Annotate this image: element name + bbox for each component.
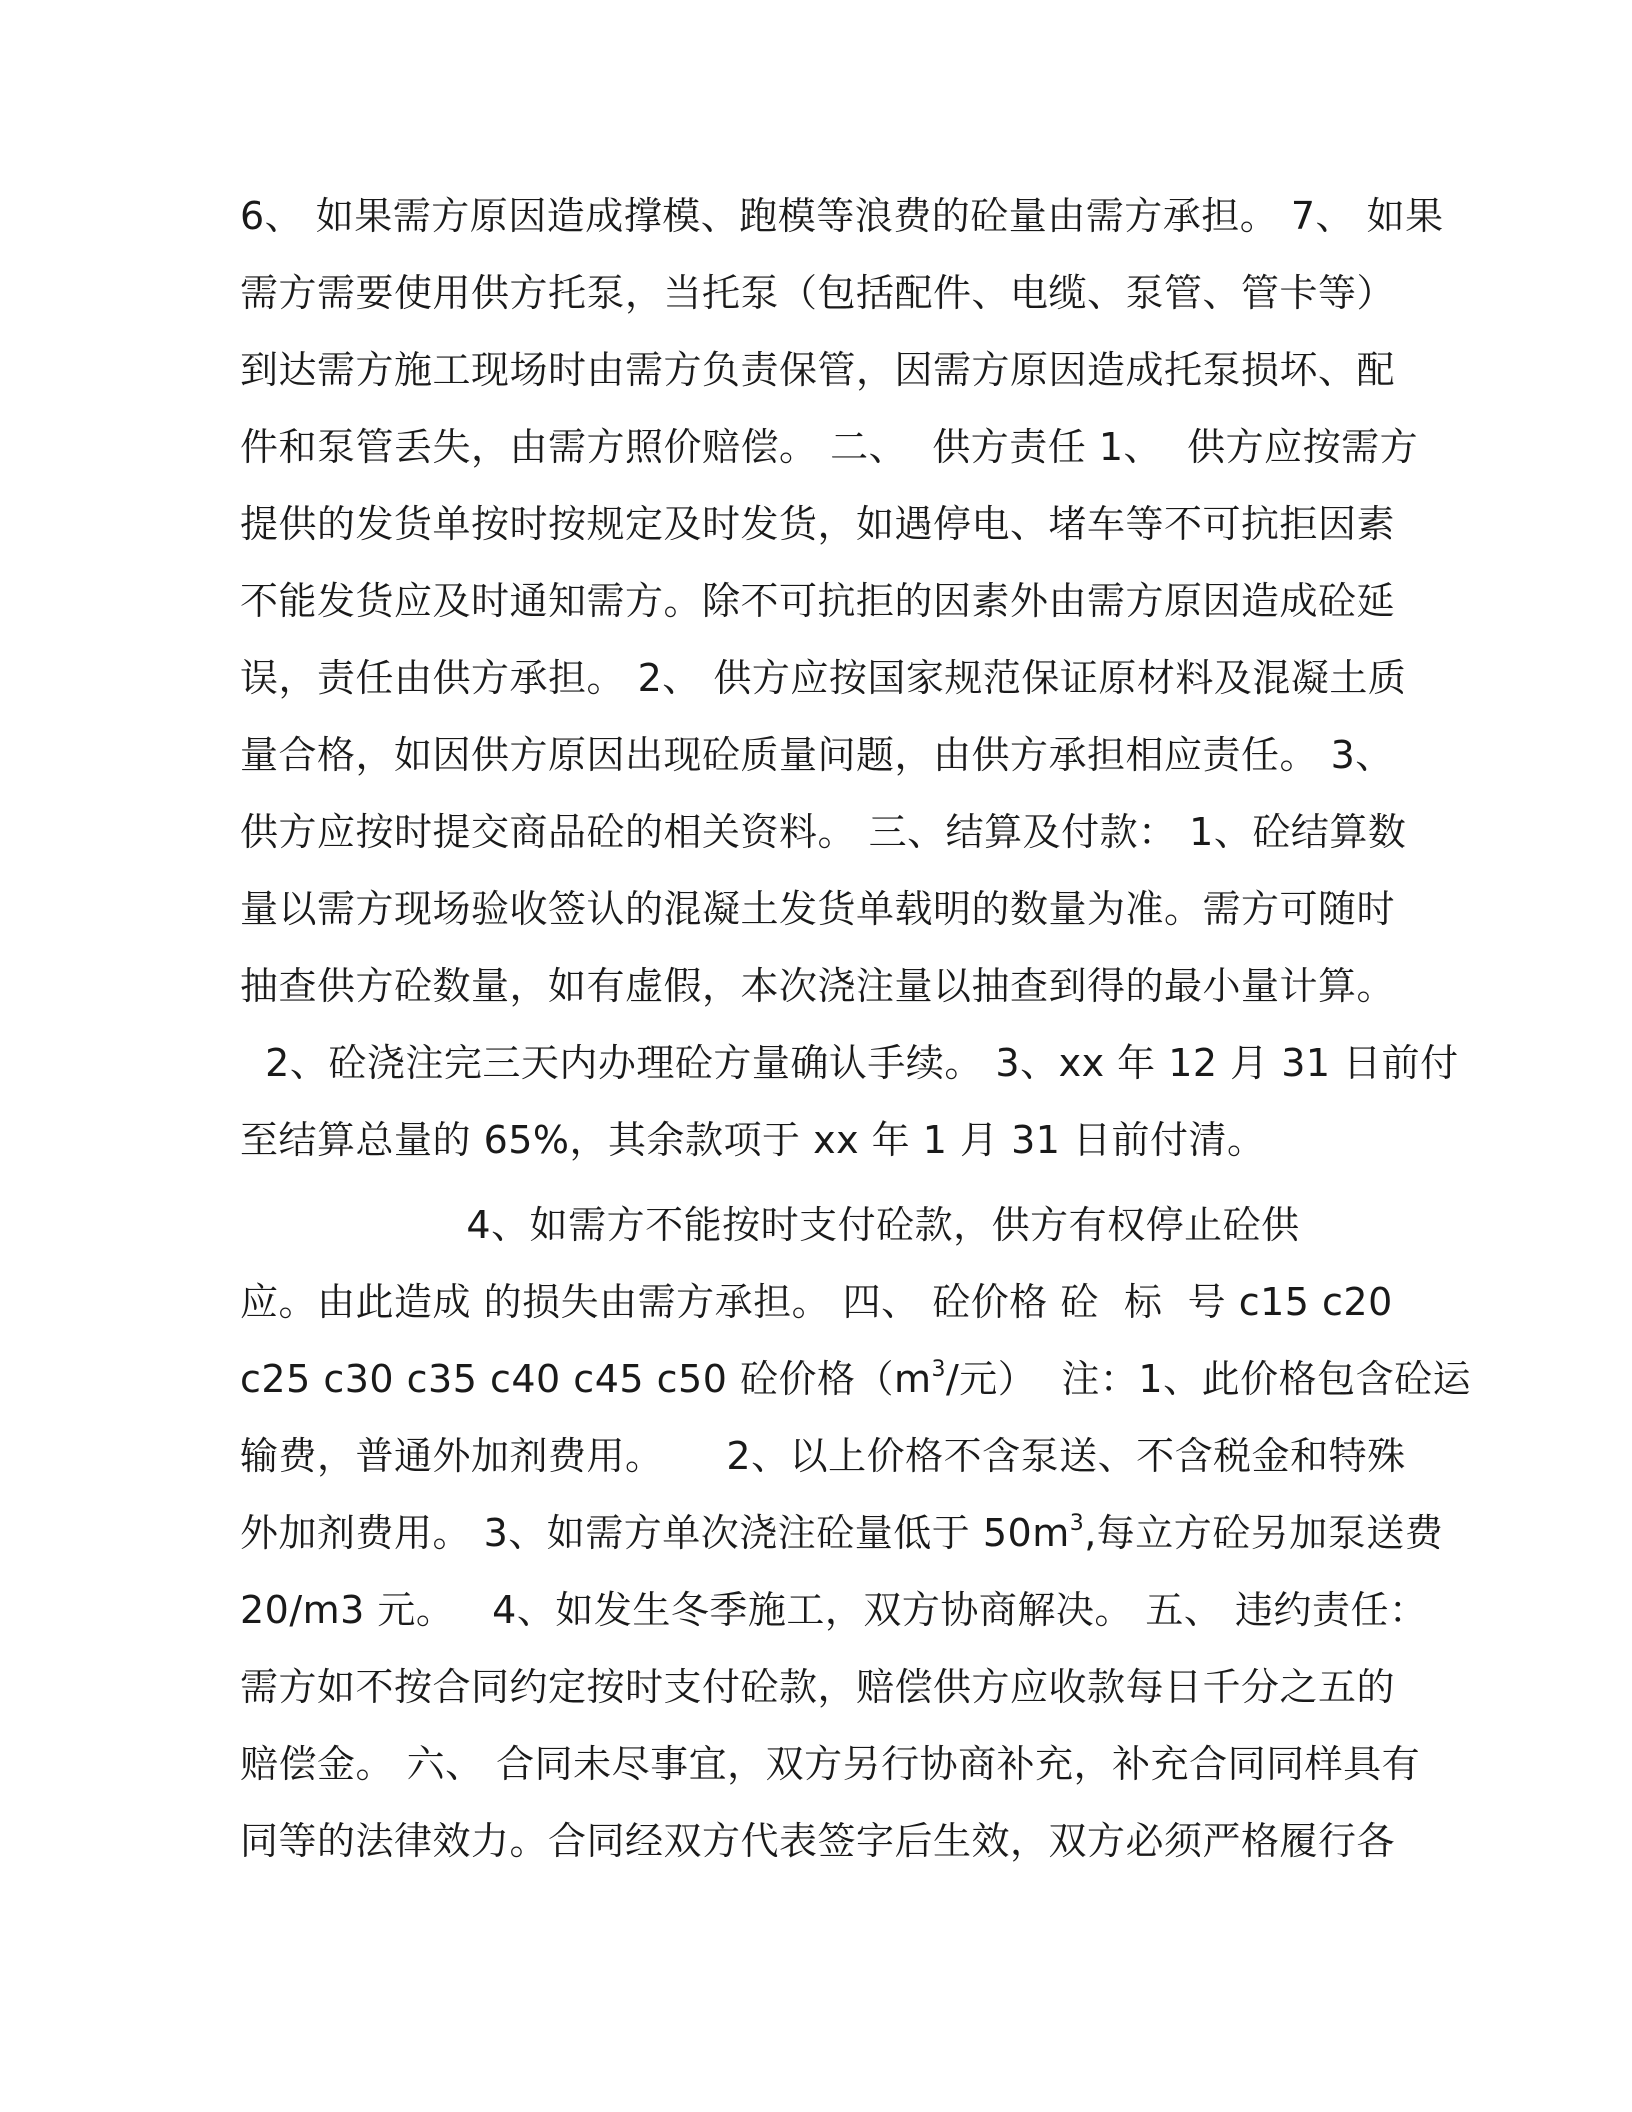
text-line-2: 需方需要使用供方托泵，当托泵（包括配件、电缆、泵管、管卡等）: [240, 271, 1396, 315]
text-line-16-a: c25 c30 c35 c40 c45 c50 砼价格（m: [240, 1357, 932, 1401]
text-line-18-a: 外加剂费用。 3、如需方单次浇注砼量低于 50m: [240, 1511, 1070, 1555]
text-line-10: 量以需方现场验收签认的混凝土发货单载明的数量为准。需方可随时: [240, 887, 1396, 931]
text-line-1: 6、 如果需方原因造成撑模、跑模等浪费的砼量由需方承担。 7、 如果: [240, 194, 1444, 238]
text-line-17: 输费，普通外加剂费用。 2、以上价格不含泵送、不含税金和特殊: [240, 1434, 1406, 1478]
text-line-14: 4、如需方不能按时支付砼款，供方有权停止砼供: [240, 1203, 1300, 1247]
superscript-3: 3: [1069, 1511, 1085, 1537]
text-line-22: 同等的法律效力。合同经双方代表签字后生效，双方必须严格履行各: [240, 1819, 1396, 1863]
text-line-18: [240, 1509, 1443, 1557]
text-line-7: 误，责任由供方承担。 2、 供方应按国家规范保证原材料及混凝土质: [240, 656, 1407, 700]
text-line-5: 提供的发货单按时按规定及时发货，如遇停电、堵车等不可抗拒因素: [240, 502, 1396, 546]
text-line-19: 20/m3 元。 4、如发生冬季施工，双方协商解决。 五、 违约责任：: [240, 1588, 1428, 1632]
superscript-3: 3: [931, 1357, 946, 1383]
text-line-9: 供方应按时提交商品砼的相关资料。 三、结算及付款： 1、砼结算数: [240, 810, 1407, 854]
text-line-15: 应。由此造成 的损失由需方承担。 四、 砼价格 砼 标 号 c15 c20: [240, 1280, 1393, 1324]
text-line-16: [240, 1355, 1471, 1403]
text-line-20: 需方如不按合同约定按时支付砼款，赔偿供方应收款每日千分之五的: [240, 1665, 1396, 1709]
text-line-11: 抽查供方砼数量，如有虚假，本次浇注量以抽查到得的最小量计算。: [240, 964, 1396, 1008]
text-line-18-b: ,每立方砼另加泵送费: [1084, 1511, 1444, 1555]
text-line-13: 至结算总量的 65%，其余款项于 xx 年 1 月 31 日前付清。: [240, 1118, 1266, 1162]
text-line-12: 2、砼浇注完三天内办理砼方量确认手续。 3、xx 年 12 月 31 日前付: [240, 1041, 1459, 1085]
text-line-4: 件和泵管丢失，由需方照价赔偿。 二、 供方责任 1、 供方应按需方: [240, 425, 1419, 469]
text-line-8: 量合格，如因供方原因出现砼质量问题，由供方承担相应责任。 3、: [240, 733, 1394, 777]
text-line-3: 到达需方施工现场时由需方负责保管，因需方原因造成托泵损坏、配: [240, 348, 1396, 392]
text-line-16-b: /元） 注：1、此价格包含砼运: [945, 1357, 1472, 1401]
text-line-6: 不能发货应及时通知需方。除不可抗拒的因素外由需方原因造成砼延: [240, 579, 1396, 623]
text-line-21: 赔偿金。 六、 合同未尽事宜，双方另行协商补充，补充合同同样具有: [240, 1742, 1421, 1786]
